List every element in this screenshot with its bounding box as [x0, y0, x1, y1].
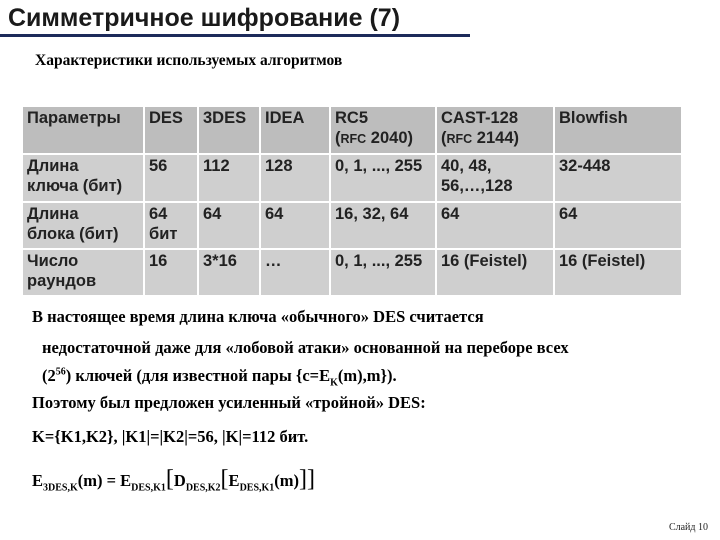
rc5-rfc: (RFC 2040): [335, 129, 414, 147]
header-3des: 3DES: [198, 106, 260, 154]
rc5-rfc-label: RFC: [340, 132, 367, 146]
text-run: ) ключей (для известной пары {c=E: [65, 366, 331, 385]
header-parameters: Параметры: [22, 106, 144, 154]
slide-title: Симметричное шифрование (7): [8, 4, 401, 32]
header-blowfish: Blowfish: [554, 106, 682, 154]
slide-subtitle: Характеристики используемых алгоритмов: [35, 52, 343, 69]
cell-rc5: 16, 32, 64: [330, 202, 436, 249]
row-key-length-label: [22, 154, 144, 202]
rc5-name: RC5: [335, 109, 369, 127]
cell-line: 56,…,128: [441, 177, 513, 195]
cell-des: 56: [144, 154, 198, 202]
rc5-rfc-number: 2040: [370, 129, 408, 147]
cell-line: Длина: [27, 205, 79, 223]
header-cast128: [436, 106, 554, 154]
subscript: DES,K2: [185, 482, 221, 494]
slide-number: Слайд 10: [668, 522, 708, 533]
table-header-row: [22, 106, 682, 154]
header-idea: IDEA: [260, 106, 330, 154]
open-bracket: [: [165, 466, 174, 492]
cell-3des: 64: [198, 202, 260, 249]
cell-line: 64: [149, 205, 168, 223]
text-run: (m): [274, 471, 300, 490]
text-run: E: [228, 471, 240, 490]
subscript: DES,K1: [239, 482, 275, 494]
cell-line: Число: [27, 252, 79, 270]
row-rounds-label: [22, 249, 144, 296]
cell-idea: 128: [260, 154, 330, 202]
cell-line: ключа (бит): [27, 177, 123, 195]
cell-line: раундов: [27, 272, 97, 290]
cell-line: Длина: [27, 157, 79, 175]
cast-rfc-label: RFC: [446, 132, 473, 146]
row-block-length-label: [22, 202, 144, 249]
text-run: D: [173, 471, 186, 490]
paragraph-line: Поэтому был предложен усиленный «тройной» DES:: [32, 393, 426, 412]
algorithm-parameters-table: [21, 105, 683, 297]
key-definition: K={K1,K2}, |K1|=|K2|=56, |K|=112 бит.: [32, 427, 309, 446]
cell-blowfish: 64: [554, 202, 682, 249]
paragraph-line: недостаточной даже для «лобовой атаки» основанной на переборе всех: [42, 338, 569, 357]
table-row: [22, 202, 682, 249]
exponent: 56: [55, 366, 66, 378]
cell-des: 16: [144, 249, 198, 296]
cell-line: бит: [149, 225, 178, 243]
text-run: E: [32, 471, 44, 490]
text-run: (m),m}).: [337, 366, 397, 385]
cell-idea: …: [260, 249, 330, 296]
header-rc5: [330, 106, 436, 154]
cell-3des: 112: [198, 154, 260, 202]
open-bracket: [: [220, 466, 229, 492]
cell-line: блока (бит): [27, 225, 119, 243]
subscript: 3DES,K: [43, 482, 78, 494]
cast-rfc: (RFC 2144): [441, 129, 520, 147]
cell-cast128: 16 (Feistel): [436, 249, 554, 296]
cell-rc5: 0, 1, ..., 255: [330, 154, 436, 202]
cell-cast128: [436, 154, 554, 202]
cell-idea: 64: [260, 202, 330, 249]
title-underline: [0, 34, 470, 37]
cell-3des: 3*16: [198, 249, 260, 296]
cell-des: [144, 202, 198, 249]
cell-cast128: 64: [436, 202, 554, 249]
cell-line: 40, 48,: [441, 157, 492, 175]
text-run: (m) = E: [77, 471, 132, 490]
paragraph-line: В настоящее время длина ключа «обычного» DES считается: [32, 307, 484, 326]
table-row: [22, 154, 682, 202]
close-bracket: ]]: [299, 466, 316, 492]
subscript: DES,K1: [131, 482, 166, 494]
3des-formula: [32, 467, 315, 493]
cast-name: CAST-128: [441, 109, 519, 127]
table-row: [22, 249, 682, 296]
text-run: (2: [42, 366, 56, 385]
paragraph-line: [42, 366, 397, 388]
cell-blowfish: 16 (Feistel): [554, 249, 682, 296]
cell-blowfish: 32-448: [554, 154, 682, 202]
header-des: DES: [144, 106, 198, 154]
cast-rfc-number: 2144: [476, 129, 514, 147]
subscript: K: [330, 377, 338, 389]
cell-rc5: 0, 1, ..., 255: [330, 249, 436, 296]
